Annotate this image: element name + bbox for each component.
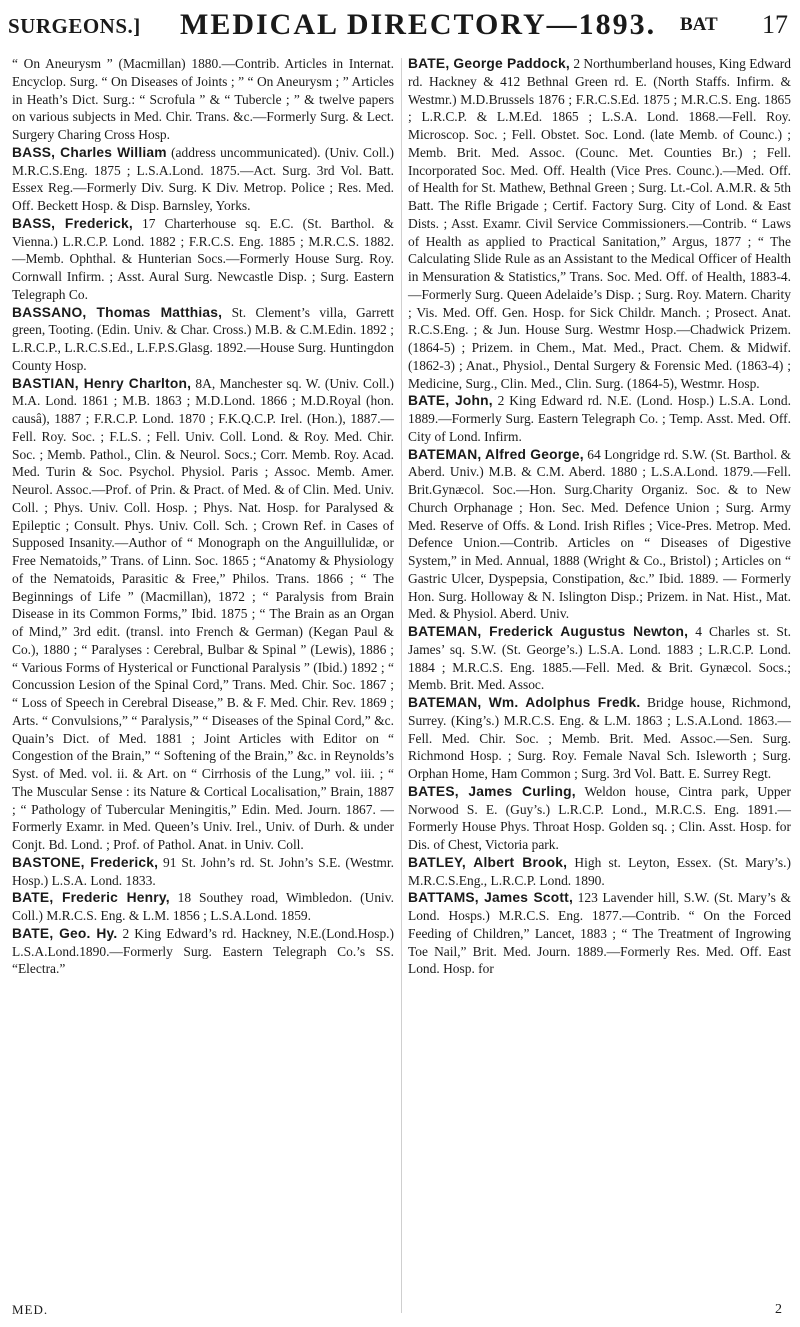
entry-name: BATE, George Paddock, xyxy=(408,56,570,71)
directory-entry xyxy=(12,144,394,215)
directory-entry xyxy=(408,392,791,445)
section-label: SURGEONS.] xyxy=(8,14,141,38)
directory-entry xyxy=(408,55,791,392)
page-title: MEDICAL DIRECTORY—1893. xyxy=(180,8,657,41)
entry-name: BATES, James Curling, xyxy=(408,783,576,799)
left-column xyxy=(12,55,394,978)
directory-entry xyxy=(408,783,791,854)
directory-entry xyxy=(12,304,394,375)
directory-entry xyxy=(12,55,394,144)
sheet-number: 2 xyxy=(775,1302,782,1317)
guide-word: BAT xyxy=(680,14,718,35)
entry-name: BATE, Frederic Henry, xyxy=(12,890,170,906)
entry-name: BASTONE, Frederick, xyxy=(12,854,159,870)
entry-name: BATE, John, xyxy=(408,393,493,409)
directory-entry xyxy=(12,889,394,925)
entry-name: BATEMAN, Frederick Augustus Newton, xyxy=(408,624,689,639)
entry-text: 4 Charles st. St. James’ sq. S.W. (St. George’s.) L.S.A. Lond. 1883 ; L.R.C.P. Lond. 1884 ; M.R.C.S. Eng. 1885.—Fell. Med. & Brit. Gynæcol. Socs.; Memb. Brit. Med. Assoc. xyxy=(408,624,792,693)
entry-text: (address uncommunicated). (Univ. Coll.) M.R.C.S.Eng. 1875 ; L.S.A.Lond. 1875.—Act. Surg. 3rd Vol. Batt. Essex Reg.—Formerly Div. Surg. K Div. Metrop. Police ; Res. Med. Off. Beckett Hosp. & Disp. Barnsley, Yorks. xyxy=(12,144,394,213)
entry-name: BATE, Geo. Hy. xyxy=(12,925,118,941)
directory-entry xyxy=(12,854,394,890)
column-divider xyxy=(401,58,402,1313)
entry-text: Bridge house, Richmond, Surrey. (King’s.) M.R.C.S. Eng. & L.M. 1863 ; L.S.A.Lond. 1863.—Fell. Med. Chir. Soc. ; Memb. Brit. Med. Assoc.—Sen. Surg. Richmond Hosp. ; Surg. Roy. Female Naval Sch. Isleworth ; Surg. Orphan Home, Ham Common ; Surg. 3rd Vol. Batt. E. Surrey Regt. xyxy=(408,695,791,781)
entry-text: St. Clement’s villa, Garrett green, Tooting. (Edin. Univ. & Char. Cross.) M.B. & C.M.Edin. 1892 ; L.R.C.P., L.R.C.S.Ed., L.F.P.S.Glasg. 1892.—House Surg. Huntingdon County Hosp. xyxy=(12,304,394,373)
entry-text: High st. Leyton, Essex. (St. Mary’s.) M.R.C.S.Eng., L.R.C.P. Lond. 1890. xyxy=(408,854,791,888)
entry-text: 91 St. John’s rd. St. John’s S.E. (Westmr. Hosp.) L.S.A. Lond. 1833. xyxy=(12,854,394,888)
entry-text: 2 King Edward’s rd. Hackney, N.E.(Lond.Hosp.) L.S.A.Lond.1890.—Formerly Surg. Eastern Telegraph Co.’s SS. “Electra.” xyxy=(12,925,394,977)
entry-name: BATEMAN, Wm. Adolphus Fredk. xyxy=(408,695,641,710)
signature-mark: MED. xyxy=(12,1302,49,1317)
directory-entry xyxy=(408,446,791,624)
entry-name: BASS, Frederick, xyxy=(12,215,133,231)
entry-text: Weldon house, Cintra park, Upper Norwood S. E. (Guy’s.) L.R.C.P. Lond., M.R.C.S. Eng. 1891.—Formerly House Phys. Throat Hosp. Golden sq. ; Clin. Asst. Hosp. for Dis. of Chest, Victoria park. xyxy=(408,783,791,852)
directory-entry xyxy=(12,375,394,854)
entry-text: 64 Longridge rd. S.W. (St. Barthol. & Aberd. Univ.) M.B. & C.M. Aberd. 1880 ; L.S.A.Lond. 1879.—Fell. Brit.Gynæcol. Soc.—Hon. Surg.Charity Organiz. Soc. & to New Church Orphanage ; Hon. Sec. Med. Defence Union ; Surg. Army Med. Reserve of Offs. & Lond. Irish Rifles ; Vice-Pres. Metrop. Med. Defence Union.—Contrib. Articles on “ Diseases of Digestive System,” in Med. Annual, 1888 (Wright & Co., Bristol) ; Articles on “ Gastric Ulcer, Dyspepsia, Constipation, &c.” Ibid. 1889. — Formerly Hon. Surg. Holloway & N. Islington Disp.; Prizem. in Nat. Hist., Mat. Med. & Physiol. Aberd. Univ. xyxy=(408,446,792,622)
directory-entry xyxy=(12,215,394,304)
entry-text: “ On Aneurysm ” (Macmillan) 1880.—Contrib. Articles in Internat. Encyclop. Surg. “ On Diseases of Joints ; ” “ On Aneurysm ; ” Articles in Heath’s Dict. Surg.: “ Scrofula ” & “ Tubercle ; ” & twelve papers on various subjects in Med. Chir. Trans. &c.—Formerly Surg. & Lect. Surgery Charing Cross Hosp. xyxy=(12,56,394,142)
entry-text: 17 Charterhouse sq. E.C. (St. Barthol. & Vienna.) L.R.C.P. Lond. 1882 ; F.R.C.S. Eng. 1885 ; M.R.C.S. 1882.—Memb. Ophthal. & Hunterian Socs.—Formerly House Surg. Roy. Cornwall Infirm. ; Asst. Aural Surg. Newcastle Disp. ; Surg. Eastern Telegraph Co. xyxy=(12,215,394,302)
entry-name: BATTAMS, James Scott, xyxy=(408,890,573,906)
directory-entry xyxy=(408,854,791,890)
directory-entry xyxy=(12,925,394,978)
entry-name: BASSANO, Thomas Matthias, xyxy=(12,304,223,320)
entry-text: 123 Lavender hill, S.W. (St. Mary’s & Lond. Hosps.) M.R.C.S. Eng. 1877.—Contrib. “ On the Forced Feeding of Children,” Lancet, 1883 ; “ The Treatment of Ingrowing Toe Nail,” Brit. Med. Journ. 1889.—Formerly Res. Med. Off. East Lond. Hosp. for xyxy=(408,890,791,977)
right-column xyxy=(408,55,791,978)
directory-entry xyxy=(408,623,791,694)
entry-text: 2 King Edward rd. N.E. (Lond. Hosp.) L.S.A. Lond. 1889.—Formerly Surg. Eastern Telegraph Co. ; Temp. Asst. Med. Off. City of Lond. Infirm. xyxy=(408,393,791,444)
entry-text: 18 Southey road, Wimbledon. (Univ. Coll.) M.R.C.S. Eng. & L.M. 1856 ; L.S.A.Lond. 1859. xyxy=(12,890,394,923)
entry-name: BATLEY, Albert Brook, xyxy=(408,854,568,870)
entry-text: 8A, Manchester sq. W. (Univ. Coll.) M.A. Lond. 1861 ; M.B. 1863 ; M.D.Lond. 1866 ; M.D.Royal (hon. causâ), 1887 ; F.R.C.P. Lond. 1870 ; F.K.Q.C.P. Irel. (Hon.), 1887.—Fell. Roy. Soc. ; F.L.S. ; Fell. Univ. Coll. Lond. & Roy. Med. Chir. Soc. ; Memb. Pathol., Clin. & Neurol. Socs.; Corr. Memb. Roy. Acad. Med. Turin & Soc. Psychol. Physiol. Paris ; Assoc. Memb. Amer. Neurol. Assoc.—Prof. of Prin. & Pract. of Med. & of Clin. Med. Univ. Coll. ; Phys. Univ. Coll. Hosp. ; Phys. Nat. Hosp. for Paralysed & Epileptic ; Consult. Phys. Univ. Coll. Sch. ; Crown Ref. in Cases of Supposed Insanity.—Author of “ Monograph on the Anguillulidæ, or Free Nematoids,” Trans. of Linn. Soc. 1865 ; “Anatomy & Physiology of the Nematoids, Parasitic & Free,” Philos. Trans. 1866 ; “ The Beginnings of Life ” (Macmillan), 1872 ; “ Paralysis from Brain Disease in its Common Forms,” Ibid. 1875 ; “ The Brain as an Organ of Mind,” 3rd edit. (transl. into French & German) (Kegan Paul & Co.), 1880 ; “ Paralyses : Cerebral, Bulbar & Spinal ” (Lewis), 1886 ; “ Various Forms of Hysterical or Functional Paralysis ” (Ibid.) 1892 ; “ Concussion Lesion of the Spinal Cord,” Trans. Med. Chir. Soc. 1867 ; “ Loss of Speech in Cerebral Disease,” B. & F. Med. Chir. Rev. 1869 ; Arts. “ Convulsions,” “ Paralysis,” “ Diseases of the Spinal Cord,” &c. Quain’s Dict. of Med. 1881 ; Joint Articles with Editor on “ Congestion of the Brain,” “ Softening of the Brain,” &c. in Reynolds’s Syst. of Med. vol. ii. & Art. on “ Cirrhosis of the Lung,” vol. iii. ; “ The Muscular Sense : its Nature & Cortical Localisation,” Brain, 1887 ; “ Pathology of Tubercular Meningitis,” Edin. Med. Journ. 1867. —Formerly Examr. in Med. Queen’s Univ. Irel., Univ. of Durh. & under Conjt. Bd. Lond. ; Prof. of Pathol. Anat. in Univ. Coll. xyxy=(12,375,395,852)
page-number: 17 xyxy=(762,10,788,39)
entry-name: BATEMAN, Alfred George, xyxy=(408,446,584,462)
entry-text: 2 Northumberland houses, King Edward rd. Hackney & 412 Bethnal Green rd. E. (North Staffs. Infirm. & Westmr.) M.D.Brussels 1876 ; F.R.C.S.Ed. 1875 ; M.R.C.S. Eng. 1865 ; L.R.C.P. & L.M.Ed. 1865 ; L.S.A. Lond. 1868.—Fell. Roy. Microscop. Soc. ; Fell. Obstet. Soc. Lond. (late Memb. of Counc.) ; Memb. Brit. Med. Assoc. (Counc. Met. Counties Br.) ; Fell. Incorporated Soc. Med. Off. Health (Vice Pres. Counc.).—Med. Off. of Health for St. Mathew, Bethnal Green ; Surg. Lt.-Col. A.M.R. & 5th Batt. The Rifle Brigade ; Certif. Factory Surg. City of Lond. & East Dists. ; Asst. Examr. Civil Service Commissioners.—Contrib. “ Laws of Health as applied to Practical Sanitation,” Argus, 1877 ; “ The Calculating Slide Rule as an Assistant to the Medical Officer of Health in Mensuration & Statistics,” Trans. Soc. Med. Off. of Health, 1883-4.—Formerly Surg. Queen Adelaide’s Disp. ; Surg. Roy. Matern. Charity ; Vis. Med. Off. Gen. Hosp. for Sick Childr. Manch. ; Prosect. Anat. R.C.S.Eng. ; & Jun. House Surg. Westmr Hosp.—Chadwick Prizem. (1864-5) ; Prizem. in Chem., Mat. Med., Pract. Chem. & Midwif. (1862-3) ; Anat., Physiol., Dental Surgery & Forensic Med. (1863-4) ; Medicine, Surg., Clin. Med., Clin. Surg. (1864-5), Westmr. Hosp. xyxy=(408,56,792,391)
directory-entry xyxy=(408,889,791,978)
directory-entry xyxy=(408,694,791,783)
entry-name: BASS, Charles William xyxy=(12,144,167,160)
running-header xyxy=(0,0,800,60)
entry-name: BASTIAN, Henry Charlton, xyxy=(12,375,192,391)
